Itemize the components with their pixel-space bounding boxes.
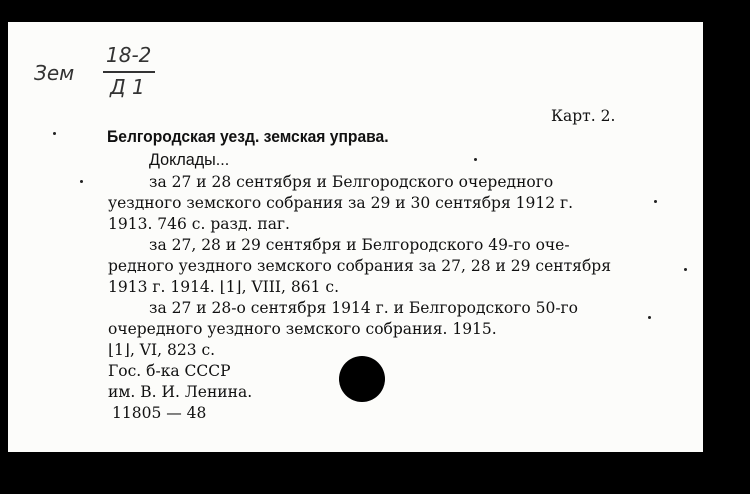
call-number-top: 18-2 (106, 43, 152, 67)
library-stamp-line-2: им. В. И. Ленина. (108, 383, 253, 401)
text-line: ⌊1⌋, VI, 823 с. (108, 341, 216, 359)
text-line: 1913. 746 с. разд. паг. (108, 215, 290, 233)
card-subheading: Доклады... (149, 150, 230, 169)
call-number-bottom: Д 1 (110, 75, 145, 99)
speck (53, 132, 56, 135)
text-line: очередного уездного земского собрания. 1915. (108, 320, 497, 338)
speck (80, 180, 83, 183)
text-line: за 27 и 28 сентября и Белгородского очередного (149, 173, 554, 191)
card-heading: Белгородская уезд. земская управа. (107, 127, 389, 146)
text-line: уездного земского собрания за 29 и 30 сентября 1912 г. (108, 194, 574, 212)
text-line: редного уездного земского собрания за 27, 28 и 29 сентября (108, 257, 611, 275)
punch-hole (339, 356, 385, 402)
library-stamp-line-1: Гос. б-ка СССР (108, 362, 231, 380)
speck (654, 200, 657, 203)
call-number-rule (103, 71, 155, 73)
text-line: за 27, 28 и 29 сентября и Белгородского 49-го оче- (149, 236, 570, 254)
inventory-number: 11805 — 48 (112, 404, 207, 422)
card-number: Карт. 2. (551, 107, 616, 125)
speck (648, 316, 651, 319)
text-line: 1913 г. 1914. ⌊1⌋, VIII, 861 с. (108, 278, 339, 296)
speck (684, 268, 687, 271)
text-line: за 27 и 28-о сентября 1914 г. и Белгородского 50-го (149, 299, 579, 317)
speck (474, 158, 477, 161)
handwritten-prefix: Зем (34, 61, 75, 85)
catalog-card (8, 22, 703, 452)
